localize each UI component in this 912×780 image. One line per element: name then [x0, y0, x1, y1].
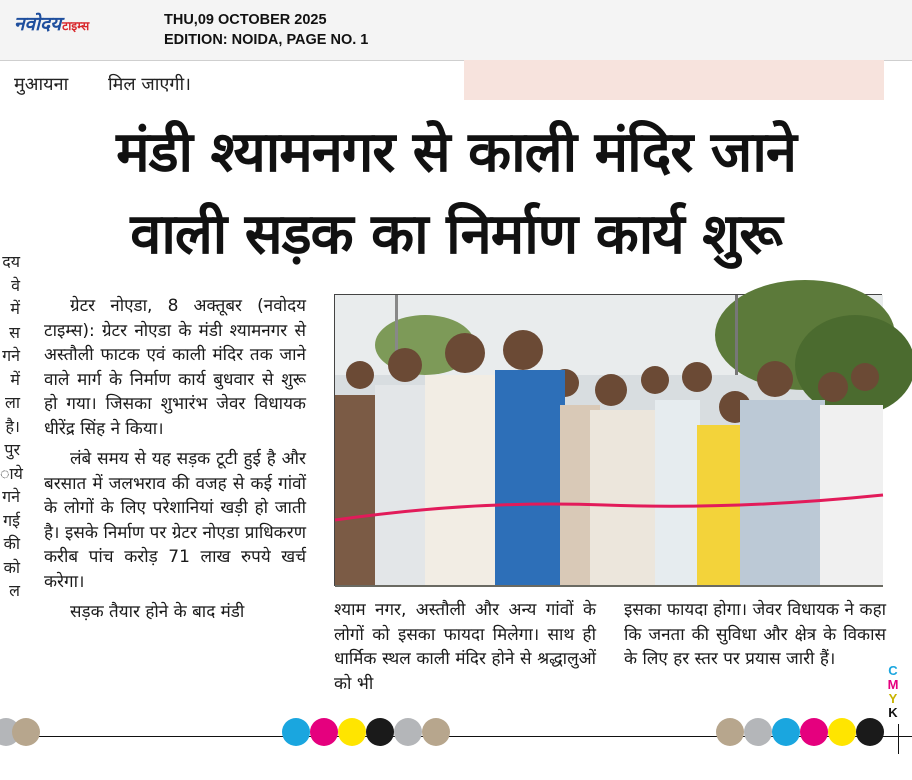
fragment: को [3, 557, 20, 577]
fragment: ला [5, 393, 20, 412]
newspaper-logo [14, 10, 89, 36]
fragment: की [3, 534, 20, 553]
adjacent-article-box [464, 60, 884, 100]
article-paragraph: ग्रेटर नोएडा, 8 अक्तूबर (नवोदय टाइम्स): ग्रेटर नोएडा के मंडी श्यामनगर से अस्तौली फाटक एवं काली मंदिर तक जाने वाले मार्ग के निर्माण कार्य बुधवार से शुरू हो गया। जिसका शुभारंभ जेवर विधायक धीरेंद्र सिंह ने किया। [44, 296, 306, 439]
cmyk-c: C [888, 663, 898, 678]
swatch-tan [12, 718, 40, 746]
fragment: गने [2, 487, 20, 506]
cmyk-y: Y [888, 691, 898, 706]
article-paragraph: सड़क तैयार होने के बाद मंडी [70, 602, 245, 622]
issue-date: THU,09 OCTOBER 2025 [164, 12, 327, 28]
headline [0, 112, 912, 276]
article-paragraph: श्याम नगर, अस्तौली और अन्य गांवों के लोगों को इसका फायदा मिलेगा। साथ ही धार्मिक स्थल काली मंदिर होने से श्रद्धालुओं को भी [334, 600, 596, 694]
swatch-black [856, 718, 884, 746]
fragment: में [10, 369, 20, 389]
swatch-black [366, 718, 394, 746]
headline-line-1: मंडी श्यामनगर से काली मंदिर जाने [116, 120, 796, 185]
fragment: ाये [0, 463, 23, 483]
swatch-gray [394, 718, 422, 746]
logo-main: नवोदय [14, 13, 62, 35]
article-column-1 [44, 294, 306, 631]
previous-article-fragment-left: मुआयना [14, 74, 69, 95]
swatch-tan [422, 718, 450, 746]
headline-line-2: वाली सड़क का निर्माण कार्य शुरू [130, 202, 782, 267]
fragment: गई [3, 510, 20, 530]
cmyk-label [882, 664, 904, 720]
article-paragraph: लंबे समय से यह सड़क टूटी हुई है और बरसात में जलभराव की वजह से कई गांवों के लोगों के लिए परेशानियां खड़ी हो जाती है। इसके निर्माण पर ग्रेटर नोएडा प्राधिकरण करीब पांच करोड़ 71 लाख रुपये खर्च करेगा। [44, 449, 306, 592]
fragment: दय [2, 252, 20, 271]
swatch-magenta [800, 718, 828, 746]
swatch-gray [744, 718, 772, 746]
cmyk-k: K [888, 705, 898, 720]
swatch-magenta [310, 718, 338, 746]
edition-page: EDITION: NOIDA, PAGE NO. 1 [164, 32, 369, 48]
masthead-bar [0, 0, 912, 61]
swatch-yellow [828, 718, 856, 746]
article-paragraph: इसका फायदा होगा। जेवर विधायक ने कहा कि जनता की सुविधा और क्षेत्र के विकास के लिए हर स्तर पर प्रयास जारी हैं। [624, 600, 886, 669]
news-photo [334, 294, 882, 586]
article-column-2 [334, 598, 596, 702]
swatch-yellow [338, 718, 366, 746]
swatch-cyan [772, 718, 800, 746]
fragment: ल [9, 581, 20, 600]
article-column-3 [624, 598, 886, 678]
swatch-tan [716, 718, 744, 746]
fragment: स [9, 322, 20, 342]
edition-info [164, 10, 368, 50]
fragment: है। [5, 416, 20, 436]
ribbon-cutting-photo [335, 295, 883, 587]
previous-article-fragment-middle: मिल जाएगी। [108, 74, 191, 95]
crop-mark [898, 724, 899, 754]
fragment: में [10, 299, 20, 318]
fragment: वे [11, 275, 20, 295]
cropped-left-column [0, 250, 23, 603]
swatch-cyan [282, 718, 310, 746]
logo-sub: टाइम्स [62, 19, 90, 33]
fragment: पुर [4, 440, 20, 459]
cmyk-m: M [887, 677, 899, 692]
fragment: गने [2, 346, 20, 365]
